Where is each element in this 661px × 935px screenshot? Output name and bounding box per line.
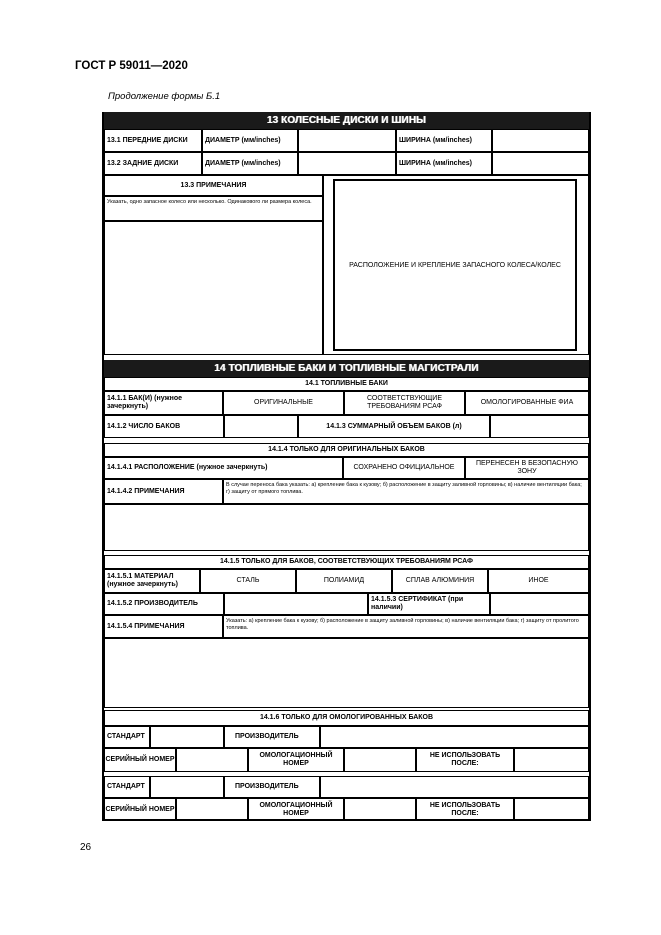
front-discs-label: 13.1 ПЕРЕДНИЕ ДИСКИ <box>104 129 202 152</box>
not-after-1-field[interactable] <box>514 748 589 772</box>
front-diameter-label: ДИАМЕТР (мм/inches) <box>202 129 298 152</box>
standard-1-label: СТАНДАРТ <box>104 726 150 748</box>
material-other-option[interactable]: ИНОЕ <box>488 569 589 593</box>
serial-1-label: СЕРИЙНЫЙ НОМЕР <box>104 748 176 772</box>
standard-2-label: СТАНДАРТ <box>104 776 150 798</box>
front-width-field[interactable] <box>492 129 589 152</box>
tank-count-field[interactable] <box>224 415 298 438</box>
continuation-label: Продолжение формы Б.1 <box>108 91 221 102</box>
manufacturer-2-field[interactable] <box>320 776 589 798</box>
remarks-13-field[interactable] <box>104 221 323 355</box>
remarks-1454-field[interactable] <box>104 638 589 708</box>
material-label: 14.1.5.1 МАТЕРИАЛ (нужное зачеркнуть) <box>104 569 200 593</box>
remarks-1454-label: 14.1.5.4 ПРИМЕЧАНИЯ <box>104 615 223 638</box>
homologation-1-field[interactable] <box>344 748 416 772</box>
manufacturer-1452-field[interactable] <box>224 593 368 615</box>
remarks-13-title: 13.3 ПРИМЕЧАНИЯ <box>104 175 323 196</box>
not-after-2-field[interactable] <box>514 798 589 821</box>
material-polyamide-option[interactable]: ПОЛИАМИД <box>296 569 392 593</box>
front-width-label: ШИРИНА (мм/inches) <box>396 129 492 152</box>
homologation-2-field[interactable] <box>344 798 416 821</box>
tank-count-label: 14.1.2 ЧИСЛО БАКОВ <box>104 415 224 438</box>
serial-2-label: СЕРИЙНЫЙ НОМЕР <box>104 798 176 821</box>
manufacturer-1-label: ПРОИЗВОДИТЕЛЬ <box>224 726 320 748</box>
remarks-1442-label: 14.1.4.2 ПРИМЕЧАНИЯ <box>104 479 223 504</box>
rear-discs-label: 13.2 ЗАДНИЕ ДИСКИ <box>104 152 202 175</box>
material-alloy-option[interactable]: СПЛАВ АЛЮМИНИЯ <box>392 569 488 593</box>
manufacturer-1452-label: 14.1.5.2 ПРОИЗВОДИТЕЛЬ <box>104 593 224 615</box>
section-14-title: 14 ТОПЛИВНЫЕ БАКИ И ТОПЛИВНЫЕ МАГИСТРАЛИ <box>104 360 589 377</box>
serial-2-field[interactable] <box>176 798 248 821</box>
remarks-1454-note: Указать: а) крепление бака к кузову; б) расположение в защиту заливной горловины; в) наличие вентиляции бака; г) защиту от пролитого топлива. <box>223 615 589 638</box>
rear-diameter-label: ДИАМЕТР (мм/inches) <box>202 152 298 175</box>
remarks-1442-note: В случае переноса бака указать: а) крепление бака к кузову; б) расположение в защиту заливной горловины; в) наличие вентиляции бака; г) защиту от прямого топлива. <box>223 479 589 504</box>
remarks-13-note: Указать, одно запасное колесо или несколько. Одинакового ли размера колеса. <box>104 196 323 221</box>
location-moved-option[interactable]: ПЕРЕНЕСЕН В БЕЗОПАСНУЮ ЗОНУ <box>465 457 589 479</box>
standard-2-field[interactable] <box>150 776 224 798</box>
homologated-tanks-title: 14.1.6 ТОЛЬКО ДЛЯ ОМОЛОГИРОВАННЫХ БАКОВ <box>104 710 589 726</box>
spare-wheel-title: РАСПОЛОЖЕНИЕ И КРЕПЛЕНИЕ ЗАПАСНОГО КОЛЕСА/КОЛЕС <box>349 261 561 269</box>
standard-1-field[interactable] <box>150 726 224 748</box>
certificate-field[interactable] <box>490 593 589 615</box>
rear-width-label: ШИРИНА (мм/inches) <box>396 152 492 175</box>
spare-wheel-drawing-box[interactable] <box>333 179 577 351</box>
manufacturer-2-label: ПРОИЗВОДИТЕЛЬ <box>224 776 320 798</box>
location-kept-option[interactable]: СОХРАНЕНО ОФИЦИАЛЬНОЕ <box>343 457 465 479</box>
tank-original-option[interactable]: ОРИГИНАЛЬНЫЕ <box>223 391 344 415</box>
homologation-2-label: ОМОЛОГАЦИОННЫЙ НОМЕР <box>248 798 344 821</box>
not-after-2-label: НЕ ИСПОЛЬЗОВАТЬ ПОСЛЕ: <box>416 798 514 821</box>
tank-type-label: 14.1.1 БАК(И) (нужное зачеркнуть) <box>104 391 223 415</box>
rear-diameter-field[interactable] <box>298 152 396 175</box>
front-diameter-field[interactable] <box>298 129 396 152</box>
tank-volume-field[interactable] <box>490 415 589 438</box>
tank-rsaf-option[interactable]: СООТВЕТСТВУЮЩИЕ ТРЕБОВАНИЯМ РСАФ <box>344 391 465 415</box>
rsaf-tanks-title: 14.1.5 ТОЛЬКО ДЛЯ БАКОВ, СООТВЕТСТВУЮЩИХ ТРЕБОВАНИЯМ РСАФ <box>104 555 589 569</box>
original-tanks-title: 14.1.4 ТОЛЬКО ДЛЯ ОРИГИНАЛЬНЫХ БАКОВ <box>104 443 589 457</box>
page-number: 26 <box>80 842 92 853</box>
certificate-label: 14.1.5.3 СЕРТИФИКАТ (при наличии) <box>368 593 490 615</box>
location-label: 14.1.4.1 РАСПОЛОЖЕНИЕ (нужное зачеркнуть) <box>104 457 343 479</box>
homologation-1-label: ОМОЛОГАЦИОННЫЙ НОМЕР <box>248 748 344 772</box>
material-steel-option[interactable]: СТАЛЬ <box>200 569 296 593</box>
section-13-title: 13 КОЛЕСНЫЕ ДИСКИ И ШИНЫ <box>104 112 589 129</box>
document-header: ГОСТ Р 59011—2020 <box>75 60 188 72</box>
tank-volume-label: 14.1.3 СУММАРНЫЙ ОБЪЕМ БАКОВ (л) <box>298 415 490 438</box>
fuel-tanks-title: 14.1 ТОПЛИВНЫЕ БАКИ <box>104 377 589 391</box>
tank-fia-option[interactable]: ОМОЛОГИРОВАННЫЕ ФИА <box>465 391 589 415</box>
remarks-1442-field[interactable] <box>104 504 589 551</box>
rear-width-field[interactable] <box>492 152 589 175</box>
manufacturer-1-field[interactable] <box>320 726 589 748</box>
serial-1-field[interactable] <box>176 748 248 772</box>
not-after-1-label: НЕ ИСПОЛЬЗОВАТЬ ПОСЛЕ: <box>416 748 514 772</box>
